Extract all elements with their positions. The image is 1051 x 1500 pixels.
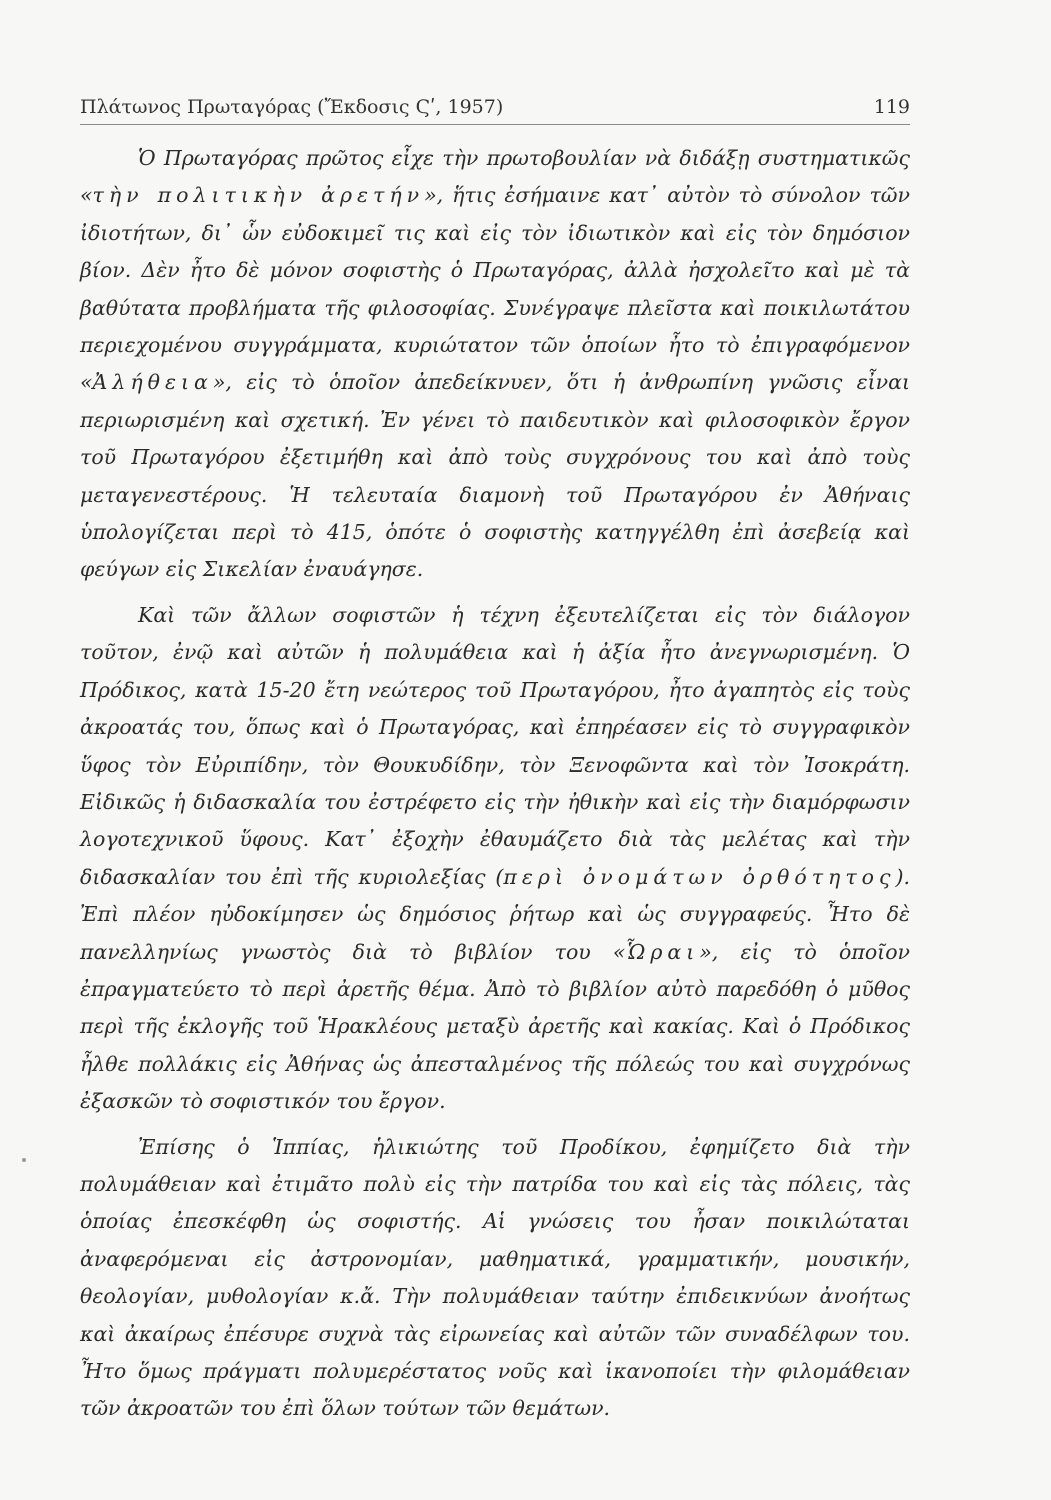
page-number: 119 bbox=[873, 96, 910, 118]
spaced-phrase: Ἀλήθεια bbox=[92, 370, 213, 395]
running-head-title: Πλάτωνος Πρωταγόρας (Ἔκδοσις Ϛʹ, 1957) bbox=[80, 96, 504, 118]
margin-dot bbox=[22, 1158, 26, 1162]
text-run: Ὁ Πρωταγόρας πρῶτος εἶχε τὴν πρωτοβουλίαν νὰ διδάξῃ συστηματικῶς « bbox=[80, 146, 910, 208]
text-run: Καὶ τῶν ἄλλων σοφιστῶν ἡ τέχνη ἐξευτελίζεται εἰς τὸν διάλογον τοῦτον, ἐνῷ καὶ αὐτῶν ἡ πολυμάθεια καὶ ἡ ἀξία ἦτο ἀνεγνωρισμένη. Ὁ Πρόδικος, κατὰ 15-20 ἔτη νεώτερος τοῦ Πρωταγόρου, ἦτο ἀγαπητὸς εἰς τοὺς ἀκροατάς του, ὅπως καὶ ὁ Πρωταγόρας, καὶ ἐπηρέασεν εἰς τὸ συγγραφικὸν ὕφος τὸν Εὐριπίδην, τὸν Θουκυδίδην, τὸν Ξενοφῶντα καὶ τὸν Ἰσοκράτη. Εἰδικῶς ἡ διδασκαλία του ἐστρέφετο εἰς τὴν ἠθικὴν καὶ εἰς τὴν διαμόρφωσιν λογοτεχνικοῦ ὕφους. Κατ᾽ ἐξοχὴν ἐθαυμάζετο διὰ τὰς μελέτας καὶ τὴν διδασκαλίαν του ἐπὶ τῆς κυριολεξίας ( bbox=[80, 602, 910, 889]
text-run: », εἰς τὸ ὁποῖον ἐπραγματεύετο τὸ περὶ ἀρετῆς θέμα. Ἀπὸ τὸ βιβλίον αὐτὸ παρεδόθη ὁ μῦθος περὶ τῆς ἐκλογῆς τοῦ Ἡρακλέους μεταξὺ ἀρετῆς καὶ κακίας. Καὶ ὁ Πρόδικος ἦλθε πολλάκις εἰς Ἀθήνας ὡς ἀπεσταλμένος τῆς πόλεώς του καὶ συγχρόνως ἐξασκῶν τὸ σοφιστικόν του ἔργον. bbox=[80, 939, 910, 1114]
page-body bbox=[80, 140, 910, 1428]
running-head bbox=[80, 96, 910, 125]
text-run: », εἰς τὸ ὁποῖον ἀπεδείκνυεν, ὅτι ἡ ἀνθρωπίνη γνῶσις εἶναι περιωρισμένη καὶ σχετική. Ἐν γένει τὸ παιδευτικὸν καὶ φιλοσοφικὸν ἔργον τοῦ Πρωταγόρου ἐξετιμήθη καὶ ἀπὸ τοὺς συγχρόνους του καὶ ἀπὸ τοὺς μεταγενεστέρους. Ἡ τελευταία διαμονὴ τοῦ Πρωταγόρου ἐν Ἀθήναις ὑπολογίζεται περὶ τὸ 415, ὁπότε ὁ σοφιστὴς κατηγγέλθη ἐπὶ ἀσεβείᾳ καὶ φεύγων εἰς Σικελίαν ἐναυάγησε. bbox=[80, 370, 910, 582]
text-run: ). Ἐπὶ πλέον ηὐδοκίμησεν ὡς δημόσιος ῥήτωρ καὶ ὡς συγγραφεύς. Ἦτο δὲ πανελληνίως γνωστὸς διὰ τὸ βιβλίον του « bbox=[80, 864, 910, 964]
paragraph-protagoras bbox=[80, 140, 910, 589]
spaced-phrase: περὶ ὀνομάτων ὀρθότητος bbox=[503, 864, 896, 889]
spaced-phrase: τὴν πολιτικὴν ἀρετήν bbox=[92, 183, 425, 208]
spaced-phrase: Ὧραι bbox=[625, 939, 700, 964]
paragraph-hippias bbox=[80, 1129, 910, 1428]
paragraph-prodicus bbox=[80, 597, 910, 1121]
text-run: Ἐπίσης ὁ Ἱππίας, ἡλικιώτης τοῦ Προδίκου, ἐφημίζετο διὰ τὴν πολυμάθειαν καὶ ἐτιμᾶτο πολὺ εἰς τὴν πατρίδα του καὶ εἰς τὰς πόλεις, τὰς ὁποίας ἐπεσκέφθη ὡς σοφιστής. Αἱ γνώσεις του ἦσαν ποικιλώταται ἀναφερόμεναι εἰς ἀστρονομίαν, μαθηματικά, γραμματικήν, μουσικήν, θεολογίαν, μυθολογίαν κ.ἄ. Τὴν πολυμάθειαν ταύτην ἐπιδεικνύων ἀνοήτως καὶ ἀκαίρως ἐπέσυρε συχνὰ τὰς εἰρωνείας καὶ αὐτῶν τῶν συναδέλφων του. Ἦτο ὅμως πράγματι πολυμερέστατος νοῦς καὶ ἱκανοποίει τὴν φιλομάθειαν τῶν ἀκροατῶν του ἐπὶ ὅλων τούτων τῶν θεμάτων. bbox=[80, 1134, 910, 1421]
text-run: », ἥτις ἐσήμαινε κατ᾽ αὐτὸν τὸ σύνολον τῶν ἰδιοτήτων, δι᾽ ὧν εὐδοκιμεῖ τις καὶ εἰς τὸν ἰδιωτικὸν καὶ εἰς τὸν δημόσιον βίον. Δὲν ἦτο δὲ μόνον σοφιστὴς ὁ Πρωταγόρας, ἀλλὰ ἠσχολεῖτο καὶ μὲ τὰ βαθύτατα προβλήματα τῆς φιλοσοφίας. Συνέγραψε πλεῖστα καὶ ποικιλωτάτου περιεχομένου συγγράμματα, κυριώτατον τῶν ὁποίων ἦτο τὸ ἐπιγραφόμενον « bbox=[80, 183, 910, 395]
